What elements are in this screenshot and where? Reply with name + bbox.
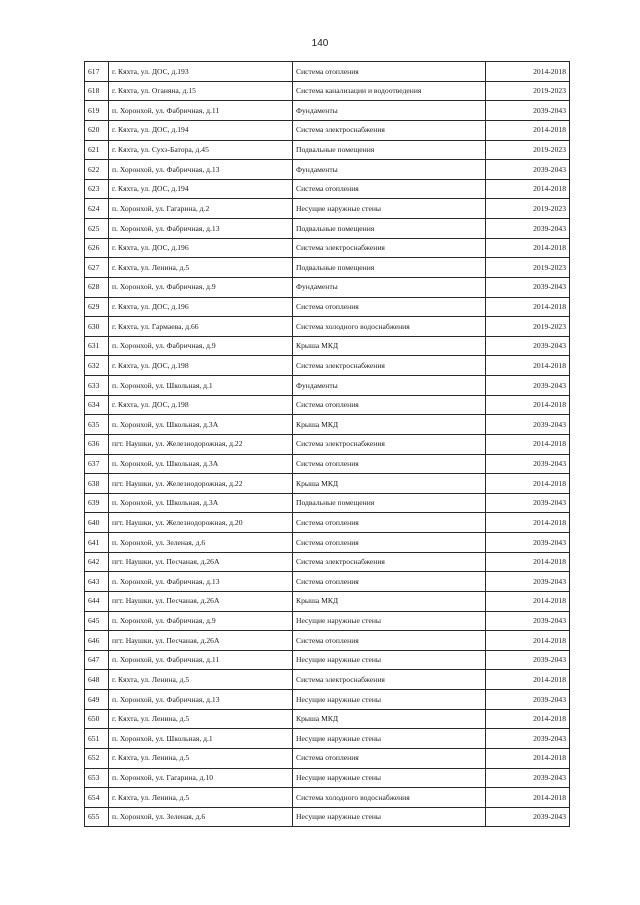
table-row <box>85 748 570 768</box>
address-cell: г. Кяхта, ул. ДОС, д.193 <box>109 62 293 82</box>
address-cell: г. Кяхта, ул. Ленина, д.5 <box>109 670 293 690</box>
system-cell: Фундаменты <box>293 160 486 180</box>
table-row <box>85 650 570 670</box>
system-cell: Система холодного водоснабжения <box>293 317 486 337</box>
row-number-cell: 637 <box>85 454 109 474</box>
system-cell: Несущие наружные стены <box>293 199 486 219</box>
system-cell: Система отопления <box>293 631 486 651</box>
row-number-cell: 627 <box>85 258 109 278</box>
period-cell: 2014-2018 <box>486 591 570 611</box>
period-cell: 2039-2043 <box>486 533 570 553</box>
system-cell: Система отопления <box>293 572 486 592</box>
table-row <box>85 199 570 219</box>
table-row <box>85 611 570 631</box>
address-cell: г. Кяхта, ул. Оганяна, д.15 <box>109 81 293 101</box>
address-cell: г. Кяхта, ул. Ленина, д.5 <box>109 258 293 278</box>
row-number-cell: 638 <box>85 474 109 494</box>
system-cell: Фундаменты <box>293 277 486 297</box>
address-cell: пгт. Наушки, ул. Железнодорожная, д.20 <box>109 513 293 533</box>
address-cell: п. Хоронхой, ул. Фабричная, д.11 <box>109 650 293 670</box>
address-cell: п. Хоронхой, ул. Зеленая, д.6 <box>109 807 293 827</box>
table-row <box>85 552 570 572</box>
address-cell: г. Кяхта, ул. Сухэ-Батора, д.45 <box>109 140 293 160</box>
row-number-cell: 643 <box>85 572 109 592</box>
system-cell: Система электроснабжения <box>293 434 486 454</box>
address-cell: г. Кяхта, ул. ДОС, д.196 <box>109 297 293 317</box>
address-cell: пгт. Наушки, ул. Песчаная, д.26А <box>109 552 293 572</box>
system-cell: Фундаменты <box>293 101 486 121</box>
system-cell: Система электроснабжения <box>293 238 486 258</box>
row-number-cell: 635 <box>85 415 109 435</box>
period-cell: 2039-2043 <box>486 572 570 592</box>
address-cell: п. Хоронхой, ул. Фабричная, д.11 <box>109 101 293 121</box>
table-row <box>85 179 570 199</box>
address-cell: пгт. Наушки, ул. Песчаная, д.26А <box>109 631 293 651</box>
table-row <box>85 474 570 494</box>
table-row <box>85 277 570 297</box>
table-row <box>85 631 570 651</box>
table-row <box>85 120 570 140</box>
repair-schedule-table <box>84 61 570 827</box>
period-cell: 2014-2018 <box>486 631 570 651</box>
period-cell: 2019-2023 <box>486 140 570 160</box>
table-row <box>85 395 570 415</box>
table-row <box>85 101 570 121</box>
system-cell: Крыша МКД <box>293 415 486 435</box>
table-row <box>85 513 570 533</box>
row-number-cell: 618 <box>85 81 109 101</box>
table-row <box>85 729 570 749</box>
row-number-cell: 629 <box>85 297 109 317</box>
period-cell: 2039-2043 <box>486 454 570 474</box>
row-number-cell: 640 <box>85 513 109 533</box>
row-number-cell: 622 <box>85 160 109 180</box>
period-cell: 2039-2043 <box>486 101 570 121</box>
address-cell: пгт. Наушки, ул. Железнодорожная, д.22 <box>109 474 293 494</box>
period-cell: 2039-2043 <box>486 807 570 827</box>
address-cell: п. Хоронхой, ул. Школьная, д.3А <box>109 454 293 474</box>
table-row <box>85 434 570 454</box>
address-cell: г. Кяхта, ул. Гармаева, д.66 <box>109 317 293 337</box>
address-cell: п. Хоронхой, ул. Фабричная, д.13 <box>109 690 293 710</box>
period-cell: 2039-2043 <box>486 650 570 670</box>
period-cell: 2039-2043 <box>486 611 570 631</box>
system-cell: Несущие наружные стены <box>293 768 486 788</box>
system-cell: Система отопления <box>293 179 486 199</box>
address-cell: г. Кяхта, ул. Ленина, д.5 <box>109 788 293 808</box>
row-number-cell: 655 <box>85 807 109 827</box>
row-number-cell: 650 <box>85 709 109 729</box>
table-row <box>85 356 570 376</box>
system-cell: Подвальные помещения <box>293 258 486 278</box>
period-cell: 2014-2018 <box>486 62 570 82</box>
table-row <box>85 376 570 396</box>
row-number-cell: 631 <box>85 336 109 356</box>
address-cell: г. Кяхта, ул. ДОС, д.196 <box>109 238 293 258</box>
row-number-cell: 654 <box>85 788 109 808</box>
row-number-cell: 636 <box>85 434 109 454</box>
system-cell: Несущие наружные стены <box>293 650 486 670</box>
period-cell: 2014-2018 <box>486 238 570 258</box>
address-cell: г. Кяхта, ул. ДОС, д.194 <box>109 179 293 199</box>
period-cell: 2039-2043 <box>486 219 570 239</box>
period-cell: 2019-2023 <box>486 81 570 101</box>
table-row <box>85 493 570 513</box>
page-number: 140 <box>311 38 329 49</box>
row-number-cell: 630 <box>85 317 109 337</box>
system-cell: Система холодного водоснабжения <box>293 788 486 808</box>
system-cell: Система отопления <box>293 395 486 415</box>
system-cell: Система канализации и водоотведения <box>293 81 486 101</box>
address-cell: п. Хоронхой, ул. Фабричная, д.9 <box>109 611 293 631</box>
table-row <box>85 788 570 808</box>
period-cell: 2019-2023 <box>486 199 570 219</box>
system-cell: Система электроснабжения <box>293 120 486 140</box>
row-number-cell: 625 <box>85 219 109 239</box>
period-cell: 2039-2043 <box>486 376 570 396</box>
row-number-cell: 639 <box>85 493 109 513</box>
period-cell: 2014-2018 <box>486 788 570 808</box>
system-cell: Система отопления <box>293 62 486 82</box>
table-row <box>85 317 570 337</box>
address-cell: п. Хоронхой, ул. Школьная, д.3А <box>109 415 293 435</box>
table-row <box>85 297 570 317</box>
period-cell: 2039-2043 <box>486 690 570 710</box>
table-row <box>85 258 570 278</box>
row-number-cell: 623 <box>85 179 109 199</box>
address-cell: п. Хоронхой, ул. Зеленая, д.6 <box>109 533 293 553</box>
table-row <box>85 670 570 690</box>
table-row <box>85 336 570 356</box>
system-cell: Система отопления <box>293 454 486 474</box>
row-number-cell: 620 <box>85 120 109 140</box>
row-number-cell: 624 <box>85 199 109 219</box>
period-cell: 2014-2018 <box>486 670 570 690</box>
row-number-cell: 646 <box>85 631 109 651</box>
system-cell: Система электроснабжения <box>293 670 486 690</box>
row-number-cell: 632 <box>85 356 109 376</box>
address-cell: г. Кяхта, ул. Ленина, д.5 <box>109 748 293 768</box>
system-cell: Несущие наружные стены <box>293 729 486 749</box>
table-row <box>85 591 570 611</box>
address-cell: п. Хоронхой, ул. Школьная, д.3А <box>109 493 293 513</box>
system-cell: Система электроснабжения <box>293 552 486 572</box>
table-row <box>85 219 570 239</box>
table-row <box>85 533 570 553</box>
period-cell: 2014-2018 <box>486 552 570 572</box>
table-row <box>85 81 570 101</box>
period-cell: 2014-2018 <box>486 395 570 415</box>
row-number-cell: 634 <box>85 395 109 415</box>
address-cell: г. Кяхта, ул. ДОС, д.198 <box>109 356 293 376</box>
table-row <box>85 454 570 474</box>
system-cell: Подвальные помещения <box>293 219 486 239</box>
row-number-cell: 644 <box>85 591 109 611</box>
row-number-cell: 647 <box>85 650 109 670</box>
address-cell: пгт. Наушки, ул. Песчаная, д.26А <box>109 591 293 611</box>
row-number-cell: 651 <box>85 729 109 749</box>
table-row <box>85 140 570 160</box>
address-cell: п. Хоронхой, ул. Фабричная, д.9 <box>109 277 293 297</box>
address-cell: п. Хоронхой, ул. Фабричная, д.9 <box>109 336 293 356</box>
period-cell: 2014-2018 <box>486 297 570 317</box>
row-number-cell: 652 <box>85 748 109 768</box>
system-cell: Фундаменты <box>293 376 486 396</box>
system-cell: Несущие наружные стены <box>293 611 486 631</box>
period-cell: 2014-2018 <box>486 434 570 454</box>
period-cell: 2039-2043 <box>486 768 570 788</box>
period-cell: 2014-2018 <box>486 748 570 768</box>
address-cell: п. Хоронхой, ул. Фабричная, д.13 <box>109 219 293 239</box>
period-cell: 2014-2018 <box>486 179 570 199</box>
period-cell: 2039-2043 <box>486 729 570 749</box>
address-cell: г. Кяхта, ул. ДОС, д.198 <box>109 395 293 415</box>
table-row <box>85 238 570 258</box>
table-row <box>85 768 570 788</box>
row-number-cell: 621 <box>85 140 109 160</box>
system-cell: Несущие наружные стены <box>293 690 486 710</box>
system-cell: Подвальные помещения <box>293 140 486 160</box>
table-row <box>85 690 570 710</box>
table-body <box>85 62 570 827</box>
period-cell: 2014-2018 <box>486 709 570 729</box>
address-cell: п. Хоронхой, ул. Гагарина, д.10 <box>109 768 293 788</box>
address-cell: п. Хоронхой, ул. Школьная, д.1 <box>109 376 293 396</box>
row-number-cell: 642 <box>85 552 109 572</box>
table-row <box>85 415 570 435</box>
system-cell: Крыша МКД <box>293 474 486 494</box>
table-row <box>85 62 570 82</box>
system-cell: Система отопления <box>293 748 486 768</box>
address-cell: п. Хоронхой, ул. Гагарина, д.2 <box>109 199 293 219</box>
address-cell: п. Хоронхой, ул. Фабричная, д.13 <box>109 160 293 180</box>
period-cell: 2039-2043 <box>486 415 570 435</box>
period-cell: 2039-2043 <box>486 160 570 180</box>
system-cell: Крыша МКД <box>293 709 486 729</box>
table-row <box>85 572 570 592</box>
row-number-cell: 633 <box>85 376 109 396</box>
system-cell: Крыша МКД <box>293 336 486 356</box>
period-cell: 2014-2018 <box>486 356 570 376</box>
period-cell: 2039-2043 <box>486 336 570 356</box>
address-cell: п. Хоронхой, ул. Школьная, д.1 <box>109 729 293 749</box>
period-cell: 2014-2018 <box>486 120 570 140</box>
period-cell: 2039-2043 <box>486 277 570 297</box>
address-cell: п. Хоронхой, ул. Фабричная, д.13 <box>109 572 293 592</box>
table-row <box>85 807 570 827</box>
period-cell: 2039-2043 <box>486 493 570 513</box>
system-cell: Система отопления <box>293 297 486 317</box>
table-row <box>85 160 570 180</box>
address-cell: пгт. Наушки, ул. Железнодорожная, д.22 <box>109 434 293 454</box>
row-number-cell: 649 <box>85 690 109 710</box>
system-cell: Подвальные помещения <box>293 493 486 513</box>
system-cell: Система отопления <box>293 533 486 553</box>
table-row <box>85 709 570 729</box>
row-number-cell: 653 <box>85 768 109 788</box>
row-number-cell: 619 <box>85 101 109 121</box>
system-cell: Система электроснабжения <box>293 356 486 376</box>
period-cell: 2014-2018 <box>486 513 570 533</box>
row-number-cell: 648 <box>85 670 109 690</box>
system-cell: Несущие наружные стены <box>293 807 486 827</box>
period-cell: 2019-2023 <box>486 258 570 278</box>
period-cell: 2019-2023 <box>486 317 570 337</box>
row-number-cell: 645 <box>85 611 109 631</box>
row-number-cell: 641 <box>85 533 109 553</box>
address-cell: г. Кяхта, ул. ДОС, д.194 <box>109 120 293 140</box>
row-number-cell: 617 <box>85 62 109 82</box>
system-cell: Система отопления <box>293 513 486 533</box>
row-number-cell: 626 <box>85 238 109 258</box>
system-cell: Крыша МКД <box>293 591 486 611</box>
row-number-cell: 628 <box>85 277 109 297</box>
period-cell: 2014-2018 <box>486 474 570 494</box>
address-cell: г. Кяхта, ул. Ленина, д.5 <box>109 709 293 729</box>
